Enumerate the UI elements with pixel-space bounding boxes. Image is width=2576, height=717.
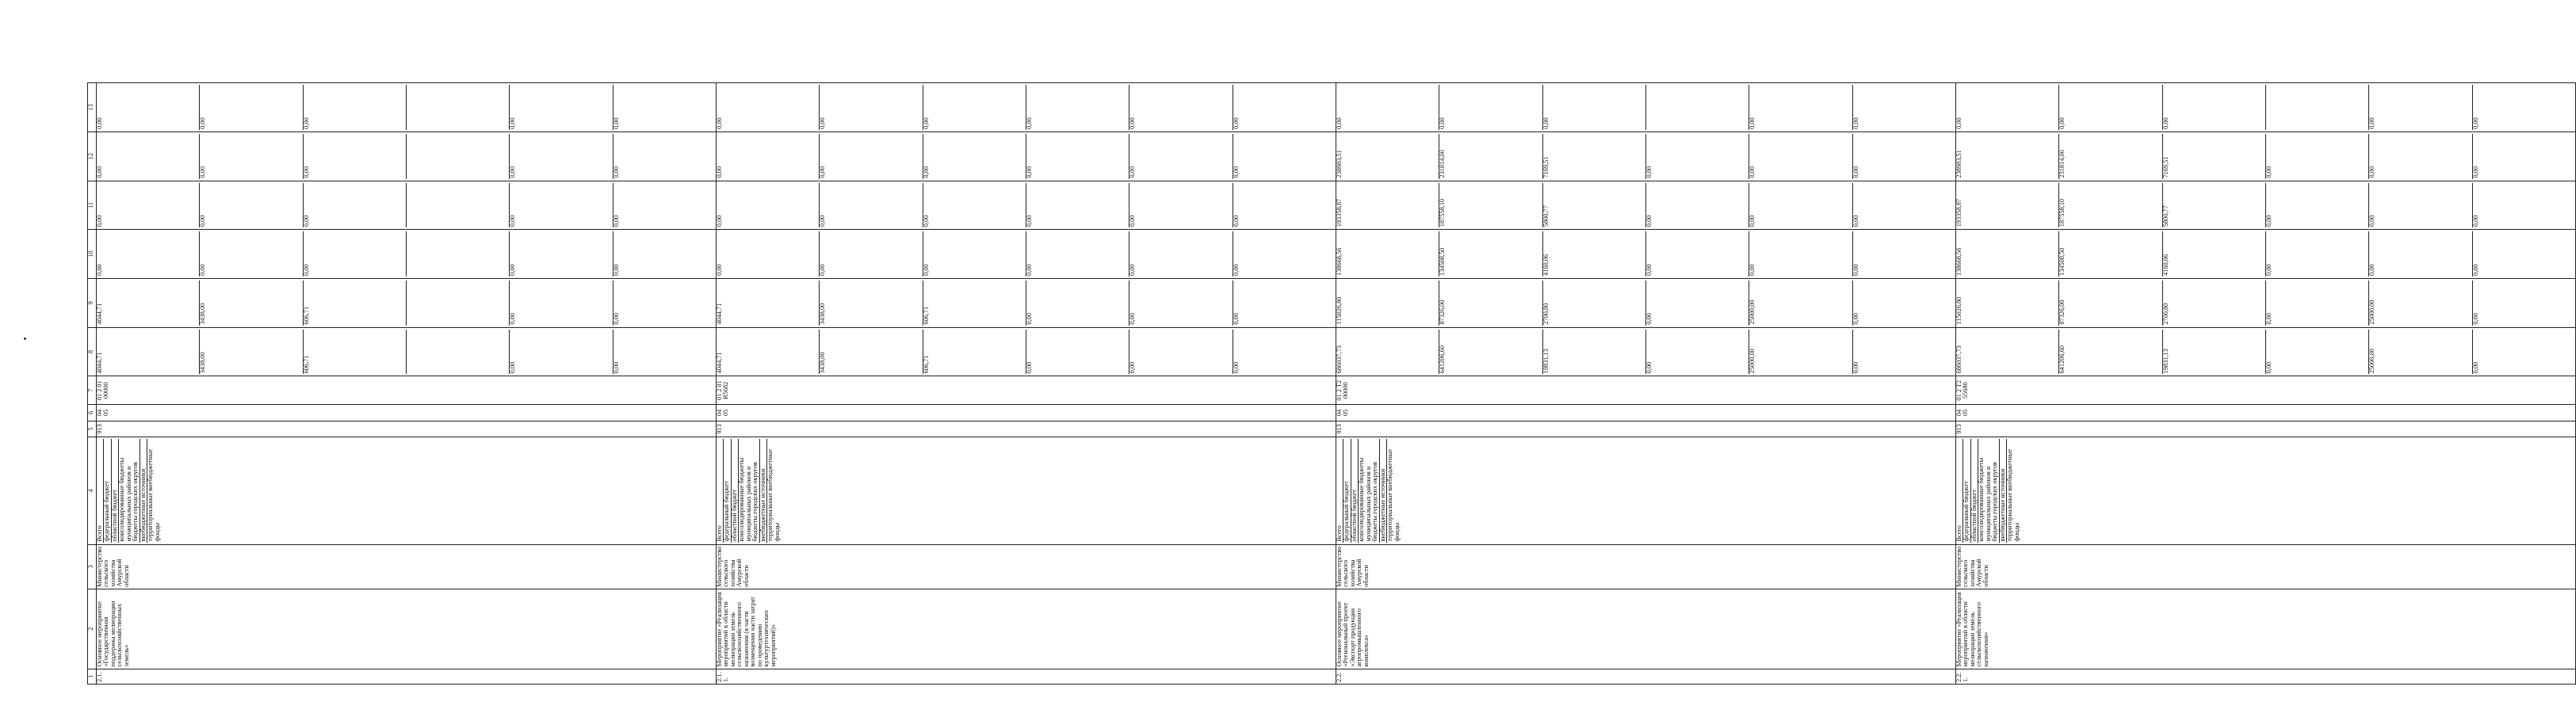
amount-value: 606,71	[923, 280, 1026, 326]
funding-source: территориальные внебюджетные фонды	[1386, 448, 1401, 542]
grbs-code-cell: 913	[97, 421, 717, 437]
header-row	[88, 83, 97, 685]
section-code-cell: 04 05	[716, 405, 1336, 421]
amount-value: 0,00	[2471, 166, 2479, 178]
amount-value: 641206,60	[2059, 330, 2162, 375]
amount-value: 0,00	[612, 264, 620, 276]
table-row	[97, 83, 717, 685]
amount-value: 0,00	[510, 280, 613, 326]
amount-value: 0,00	[1646, 330, 1749, 375]
funding-source: областной бюджет	[112, 439, 119, 542]
amount-value	[407, 280, 510, 326]
amount-value: 0,00	[510, 183, 613, 228]
funding-source: федеральный бюджет	[104, 439, 111, 542]
amount-value: 134508,50	[1439, 231, 1542, 277]
column-number-cell: 8	[88, 327, 97, 376]
funding-sources-cell	[1336, 437, 1955, 544]
amount-value: 0,00	[612, 117, 620, 129]
amount-value: 2700,80	[1543, 280, 1646, 326]
amount-value: 0,00	[1129, 183, 1233, 228]
row-number-cell: 2.1.1.	[716, 669, 1336, 684]
column-number-cell: 1	[88, 669, 97, 684]
event-name-cell: Основное мероприятие «Региональный проект «Экспорт продукции агропромышленного комплекса»	[1336, 589, 1955, 669]
amount-value: 0,00	[820, 134, 923, 179]
amount-column-cell	[1955, 132, 2575, 181]
amount-column-cell	[1955, 83, 2575, 132]
table-row	[1955, 83, 2575, 685]
amount-value: 606,71	[304, 280, 407, 326]
amount-column-cell	[1336, 132, 1955, 181]
amount-value	[407, 85, 510, 130]
amount-value: 0,00	[820, 231, 923, 277]
amount-value: 25000,00	[2369, 330, 2472, 375]
amount-value: 0,00	[1129, 280, 1233, 326]
executor-cell: Министерство сельского хозяйства Амурской области	[1955, 544, 2575, 589]
amount-value: 0,00	[200, 183, 303, 228]
amount-value: 0,00	[1646, 231, 1749, 277]
amount-value: 0,00	[1026, 231, 1129, 277]
amount-value: 0,00	[200, 85, 303, 130]
funding-source: областной бюджет	[732, 439, 739, 542]
amount-value: 0,00	[2471, 215, 2479, 227]
amount-value: 0,00	[304, 231, 407, 277]
target-article-cell: 01 2 01 R5682	[716, 376, 1336, 405]
column-number-cell: 2	[88, 589, 97, 669]
amount-value: 238983,51	[1336, 134, 1439, 179]
amount-value: 0,00	[923, 85, 1026, 130]
column-number-cell: 5	[88, 421, 97, 437]
amount-value: 187558,10	[1439, 183, 1542, 228]
column-number-cell: 7	[88, 376, 97, 405]
grbs-code-cell: 913	[1955, 421, 2575, 437]
column-number-cell: 4	[88, 437, 97, 544]
amount-value: 4044,71	[717, 280, 820, 326]
target-article-cell: 01 2 01 00000	[97, 376, 717, 405]
amount-value: 0,00	[2266, 183, 2369, 228]
amount-value: 0,00	[510, 330, 613, 375]
amount-value: 0,00	[1852, 215, 1859, 227]
amount-column-cell	[1336, 327, 1955, 376]
amount-value: 87326,00	[1439, 280, 1542, 326]
amount-column-cell	[716, 83, 1336, 132]
amount-value: 193358,87	[1336, 183, 1439, 228]
amount-value: 0,00	[1026, 85, 1129, 130]
amount-value: 0,00	[923, 183, 1026, 228]
amount-value: 231814,00	[2059, 134, 2162, 179]
grbs-code-cell: 913	[716, 421, 1336, 437]
amount-value: 5800,77	[1543, 183, 1646, 228]
event-name-cell: Основное мероприятие «Государственная поддержка мелиорации сельскохозяйственных земель»	[97, 589, 717, 669]
amount-value: 0,00	[612, 166, 620, 178]
amount-value: 0,00	[2266, 134, 2369, 179]
amount-value: 0,00	[923, 231, 1026, 277]
amount-value: 0,00	[612, 215, 620, 227]
budget-table	[87, 82, 2576, 685]
amount-value: 3438,00	[200, 330, 303, 375]
amount-column-cell	[1336, 278, 1955, 327]
amount-value: 0,00	[820, 85, 923, 130]
amount-column-cell	[97, 327, 717, 376]
amount-column-cell	[97, 83, 717, 132]
amount-value: 134508,50	[2059, 231, 2162, 277]
amount-value: 0,00	[304, 183, 407, 228]
amount-value: 0,00	[1749, 183, 1852, 228]
amount-value: 3438,00	[820, 330, 923, 375]
amount-value: 0,00	[717, 134, 820, 179]
funding-source: федеральный бюджет	[724, 439, 731, 542]
amount-value: 0,00	[304, 134, 407, 179]
rotated-table-wrapper	[87, 82, 2479, 685]
funding-source: внебюджетные источники	[1380, 439, 1387, 542]
amount-column-cell	[1955, 327, 2575, 376]
funding-source: территориальные внебюджетные фонды	[147, 448, 161, 542]
funding-sources-cell	[97, 437, 717, 544]
amount-value: 115026,80	[1956, 280, 2059, 326]
column-number-cell: 3	[88, 544, 97, 589]
amount-value: 606,71	[304, 330, 407, 375]
amount-column-cell	[1336, 230, 1955, 279]
amount-column-cell	[97, 181, 717, 230]
column-number-cell: 13	[88, 83, 97, 132]
amount-column-cell	[716, 278, 1336, 327]
amount-value: 138668,56	[1956, 231, 2059, 277]
amount-value: 0,00	[304, 85, 407, 130]
amount-value: 0,00	[1232, 361, 1240, 374]
funding-source: областной бюджет	[1971, 439, 1978, 542]
amount-value: 0,00	[717, 231, 820, 277]
amount-value: 0,00	[510, 231, 613, 277]
amount-value: 0,00	[1749, 85, 1852, 130]
amount-value: 0,00	[200, 231, 303, 277]
amount-value: 87326,00	[2059, 280, 2162, 326]
amount-value: 4044,71	[717, 330, 820, 375]
row-number-cell: 2.2.1.	[1955, 669, 2575, 684]
amount-value: 231814,00	[1439, 134, 1542, 179]
amount-value: 0,00	[1852, 361, 1859, 374]
amount-value: 0,00	[510, 85, 613, 130]
funding-source: консолидированные бюджеты муниципальных районов и бюджеты городских округов	[1978, 439, 1999, 542]
executor-cell: Министерство сельского хозяйства Амурской области	[1336, 544, 1955, 589]
funding-source: Всего	[717, 439, 724, 542]
amount-value: 0,00	[1129, 231, 1233, 277]
amount-value: 193358,87	[1956, 183, 2059, 228]
amount-value: 19831,13	[1543, 330, 1646, 375]
amount-value: 187558,10	[2059, 183, 2162, 228]
amount-value: 0,00	[1749, 231, 1852, 277]
amount-value: 19831,13	[2163, 330, 2266, 375]
section-code-cell: 04 05	[1955, 405, 2575, 421]
funding-source: Всего	[1956, 439, 1963, 542]
funding-source: Всего	[1336, 439, 1343, 542]
funding-source: федеральный бюджет	[1963, 439, 1970, 542]
funding-source: областной бюджет	[1351, 439, 1359, 542]
amount-value	[407, 231, 510, 277]
amount-column-cell	[1955, 230, 2575, 279]
event-name-cell: Мероприятие «Реализация мероприятий в области мелиорации земель сельскохозяйственного назначения (в части возмещения части затрат по проведению культуртехнических мероприятий)»	[716, 589, 1336, 669]
amount-value: 0,00	[820, 183, 923, 228]
funding-source: Всего	[97, 439, 104, 542]
amount-value: 4044,71	[97, 280, 200, 326]
scan-speck	[24, 338, 26, 340]
amount-value: 115026,80	[1336, 280, 1439, 326]
amount-value: 4160,06	[2163, 231, 2266, 277]
amount-value: 0,00	[2059, 85, 2162, 130]
amount-value: 7169,51	[2163, 134, 2266, 179]
amount-value: 138668,56	[1336, 231, 1439, 277]
amount-value: 606,71	[923, 330, 1026, 375]
table-row	[1336, 83, 1955, 685]
funding-source: внебюджетные источники	[760, 439, 767, 542]
funding-source: территориальные внебюджетные фонды	[2006, 448, 2020, 542]
amount-value: 0,00	[2163, 85, 2266, 130]
target-article-cell: 01 2 T2 55680	[1955, 376, 2575, 405]
table-body	[88, 83, 2576, 685]
amount-value: 0,00	[1646, 134, 1749, 179]
funding-source: федеральный бюджет	[1343, 439, 1351, 542]
table-row	[716, 83, 1336, 685]
amount-value: 0,00	[2471, 264, 2479, 276]
amount-value: 0,00	[1232, 313, 1240, 325]
amount-column-cell	[1336, 83, 1955, 132]
amount-value: 25000,00	[1749, 280, 1852, 326]
amount-column-cell	[716, 327, 1336, 376]
amount-value: 0,00	[1026, 134, 1129, 179]
amount-value: 0,00	[1852, 313, 1859, 325]
row-number-cell: 2.1.	[97, 669, 717, 684]
section-code-cell: 04 05	[1336, 405, 1955, 421]
amount-value: 0,00	[1129, 134, 1233, 179]
funding-source: территориальные внебюджетные фонды	[766, 448, 781, 542]
amount-value: 3438,00	[200, 280, 303, 326]
amount-value: 0,00	[2369, 134, 2472, 179]
amount-value: 0,00	[200, 134, 303, 179]
amount-value: 2700,80	[2163, 280, 2266, 326]
amount-value: 0,00	[1543, 85, 1646, 130]
amount-value: 7169,51	[1543, 134, 1646, 179]
column-number-cell: 9	[88, 278, 97, 327]
amount-value: 641206,60	[1439, 330, 1542, 375]
amount-value: 0,00	[717, 183, 820, 228]
amount-value: 5800,77	[2163, 183, 2266, 228]
amount-value: 0,00	[1026, 183, 1129, 228]
event-name-cell: Мероприятие «Реализация мероприятий в области мелиорации земель сельскохозяйственного назначения»	[1955, 589, 2575, 669]
amount-value: 0,00	[1026, 330, 1129, 375]
row-number-cell: 2.2.	[1336, 669, 1955, 684]
amount-column-cell	[97, 230, 717, 279]
amount-value	[2266, 85, 2369, 130]
amount-value: 0,00	[97, 134, 200, 179]
amount-column-cell	[1955, 278, 2575, 327]
amount-value: 0,00	[2471, 361, 2479, 374]
amount-value: 0,00	[1852, 264, 1859, 276]
amount-value: 0,00	[1026, 280, 1129, 326]
amount-value: 0,00	[1232, 117, 1240, 129]
column-number-cell: 11	[88, 181, 97, 230]
amount-value: 0,00	[2369, 231, 2472, 277]
amount-value: 0,00	[510, 134, 613, 179]
column-number-cell: 6	[88, 405, 97, 421]
amount-column-cell	[716, 230, 1336, 279]
funding-source: внебюджетные источники	[140, 439, 147, 542]
amount-value	[407, 183, 510, 228]
column-number-cell: 12	[88, 132, 97, 181]
amount-value: 0,00	[2471, 117, 2479, 129]
amount-column-cell	[1336, 181, 1955, 230]
amount-value: 686037,73	[1336, 330, 1439, 375]
amount-value: 0,00	[2266, 280, 2369, 326]
amount-column-cell	[97, 132, 717, 181]
amount-value: 4160,06	[1543, 231, 1646, 277]
amount-value: 25000,00	[2369, 280, 2472, 326]
amount-value	[1646, 85, 1749, 130]
amount-column-cell	[716, 132, 1336, 181]
amount-column-cell	[716, 181, 1336, 230]
executor-cell: Министерство сельского хозяйства Амурской области	[97, 544, 717, 589]
amount-value: 0,00	[1129, 330, 1233, 375]
amount-value: 0,00	[97, 231, 200, 277]
section-code-cell: 04 05	[97, 405, 717, 421]
funding-sources-cell	[716, 437, 1336, 544]
funding-source: консолидированные бюджеты муниципальных районов и бюджеты городских округов	[119, 439, 140, 542]
amount-value: 0,00	[1129, 85, 1233, 130]
amount-value: 0,00	[612, 361, 620, 374]
amount-value: 0,00	[612, 313, 620, 325]
amount-value: 0,00	[1232, 215, 1240, 227]
amount-value: 0,00	[1852, 166, 1859, 178]
amount-value: 0,00	[1336, 85, 1439, 130]
amount-value: 0,00	[1232, 166, 1240, 178]
amount-value: 0,00	[1749, 134, 1852, 179]
amount-value: 0,00	[1646, 280, 1749, 326]
amount-value	[407, 330, 510, 375]
amount-value: 0,00	[97, 183, 200, 228]
amount-value: 25000,00	[1749, 330, 1852, 375]
grbs-code-cell: 913	[1336, 421, 1955, 437]
funding-sources-cell	[1955, 437, 2575, 544]
target-article-cell: 01 2 T2 00000	[1336, 376, 1955, 405]
amount-value: 3438,00	[820, 280, 923, 326]
amount-value: 0,00	[717, 85, 820, 130]
funding-source: консолидированные бюджеты муниципальных районов и бюджеты городских округов	[739, 439, 759, 542]
amount-column-cell	[97, 278, 717, 327]
amount-value: 0,00	[1956, 85, 2059, 130]
amount-value: 0,00	[2369, 183, 2472, 228]
amount-value: 4044,71	[97, 330, 200, 375]
amount-value: 0,00	[97, 85, 200, 130]
amount-value: 238983,51	[1956, 134, 2059, 179]
amount-value	[407, 134, 510, 179]
amount-value: 0,00	[1646, 183, 1749, 228]
executor-cell: Министерство сельского хозяйства Амурской области	[716, 544, 1336, 589]
amount-value: 0,00	[1439, 85, 1542, 130]
amount-value: 0,00	[1852, 117, 1859, 129]
funding-source: консолидированные бюджеты муниципальных районов и бюджеты городских округов	[1359, 439, 1379, 542]
column-number-cell: 10	[88, 230, 97, 279]
amount-value: 686037,73	[1956, 330, 2059, 375]
funding-source: внебюджетные источники	[2000, 439, 2007, 542]
amount-value: 0,00	[2266, 231, 2369, 277]
amount-value: 0,00	[2266, 330, 2369, 375]
amount-value: 0,00	[923, 134, 1026, 179]
amount-value: 0,00	[1232, 264, 1240, 276]
amount-value: 0,00	[2471, 313, 2479, 325]
amount-column-cell	[1955, 181, 2575, 230]
amount-value: 0,00	[2369, 85, 2472, 130]
